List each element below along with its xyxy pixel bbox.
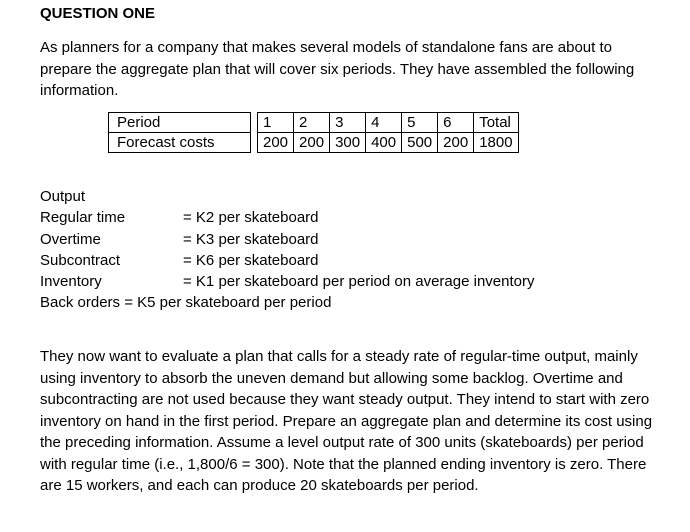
cost-value: = K6 per skateboard xyxy=(183,251,319,269)
period-cell: 6 xyxy=(438,113,474,133)
forecast-cell: 200 xyxy=(438,133,474,153)
question-heading: QUESTION ONE xyxy=(40,5,156,22)
forecast-cell: 300 xyxy=(330,133,366,153)
period-cell: 4 xyxy=(366,113,402,133)
intro-paragraph: As planners for a company that makes several models of standalone fans are about to prepare the aggregate plan that will cover six periods. They have assembled the following information. xyxy=(40,39,635,99)
cost-title-text: Output xyxy=(40,188,86,205)
table-gap xyxy=(251,113,258,133)
forecast-cell: 500 xyxy=(402,133,438,153)
cost-value: = K2 per skateboard xyxy=(183,209,319,227)
period-cell: 2 xyxy=(294,113,330,133)
forecast-table xyxy=(108,112,519,153)
period-cell: 5 xyxy=(402,113,438,133)
table-gap xyxy=(251,133,258,153)
back-orders-text: Back orders = K5 per skateboard per period xyxy=(40,294,332,312)
forecast-cell: 200 xyxy=(294,133,330,153)
period-row-label: Period xyxy=(109,113,251,133)
closing-paragraph: They now want to evaluate a plan that calls for a steady rate of regular-time output, mainly using inventory to absorb the uneven demand but allowing some backlog. Overtime and subcontracting are not used because they want steady output. They intend to start with zero inventory on hand in the first period. Prepare an aggregate plan and determine its cost using the preceding information. Assume a level output rate of 300 units (skateboards) per period with regular time (i.e., 1,800/6 = 300). Note that the planned ending inventory is zero. There are 15 workers, and each can produce 20 skateboards per period. xyxy=(40,348,653,494)
cost-label: Subcontract xyxy=(40,251,121,269)
period-cell: 3 xyxy=(330,113,366,133)
total-value-cell: 1800 xyxy=(474,133,518,153)
forecast-cell: 400 xyxy=(366,133,402,153)
cost-label: Regular time xyxy=(40,209,126,227)
period-row xyxy=(109,113,519,133)
cost-label: Overtime xyxy=(40,230,101,248)
forecast-cell: 200 xyxy=(258,133,294,153)
total-header-cell: Total xyxy=(474,113,518,133)
forecast-row-label: Forecast costs xyxy=(109,133,251,153)
forecast-row xyxy=(109,133,519,153)
period-cell: 1 xyxy=(258,113,294,133)
cost-value: = K3 per skateboard xyxy=(183,230,319,248)
cost-label: Inventory xyxy=(40,273,102,291)
cost-value: = K1 per skateboard per period on average inventory xyxy=(183,273,535,291)
